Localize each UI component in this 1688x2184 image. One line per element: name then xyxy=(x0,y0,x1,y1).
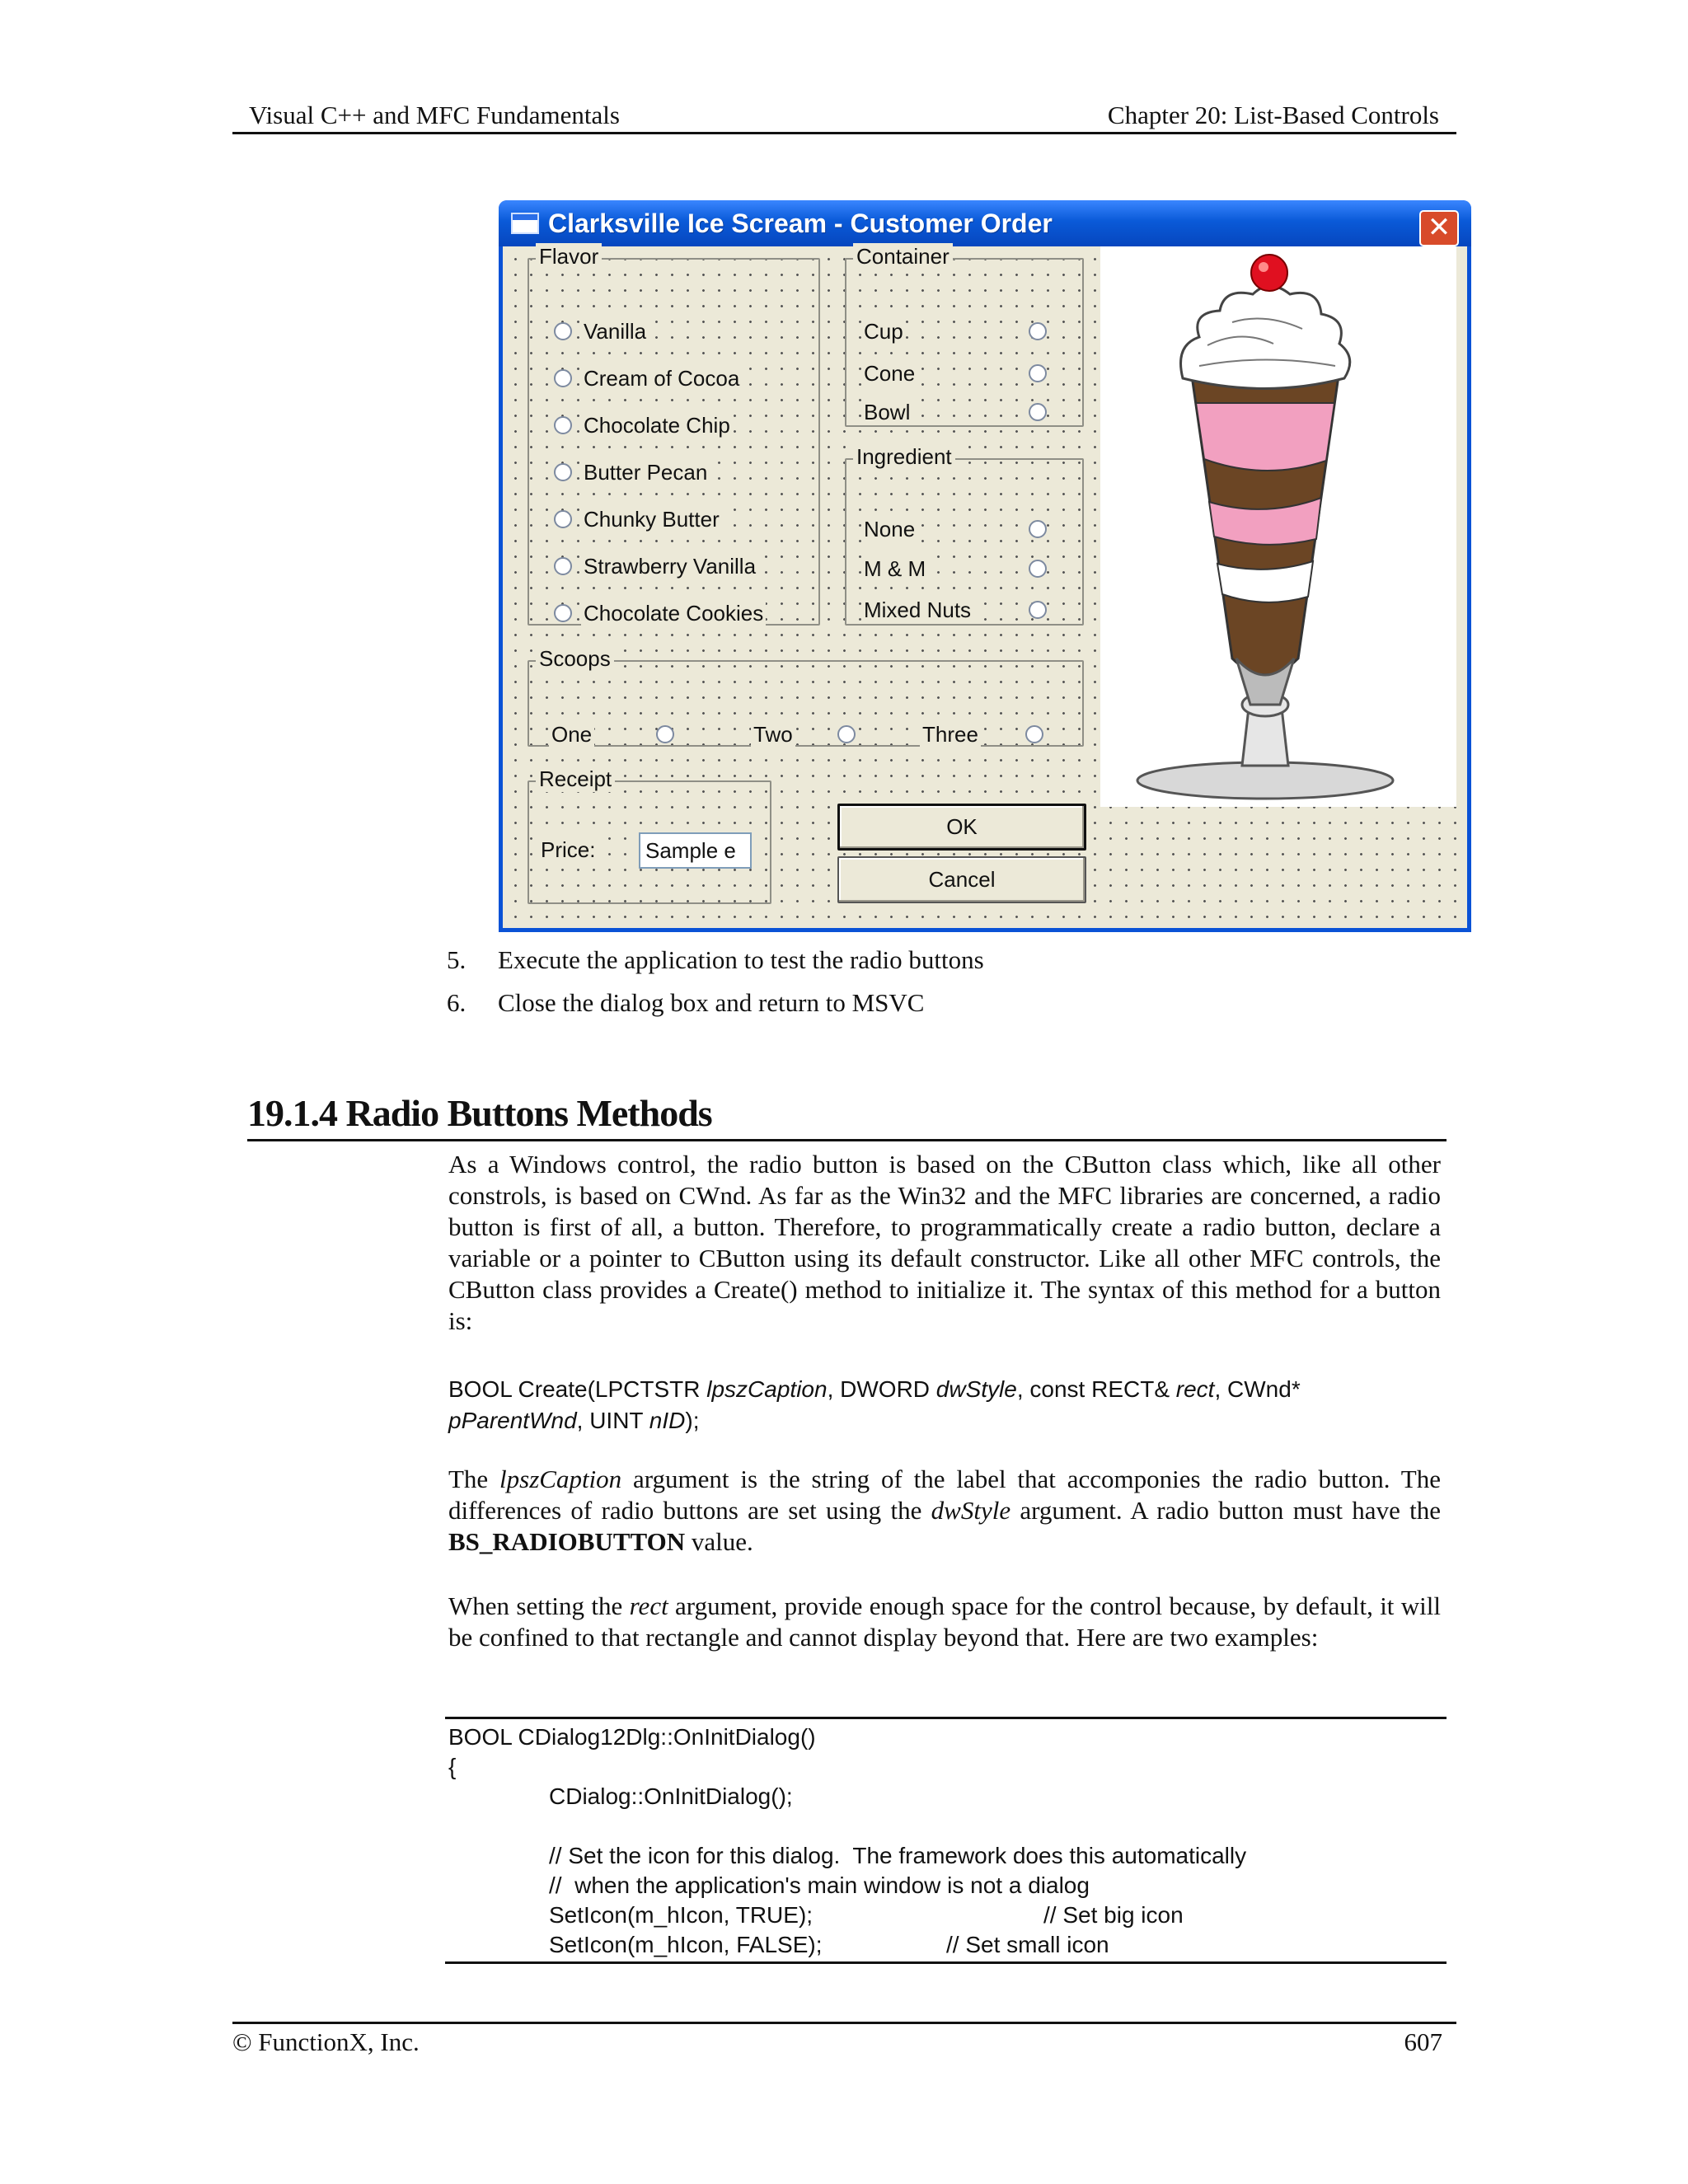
code-listing xyxy=(448,1722,1246,1960)
radio-cup[interactable] xyxy=(1029,322,1047,340)
running-header-left: Visual C++ and MFC Fundamentals xyxy=(249,101,620,129)
ingredient-group-label: Ingredient xyxy=(853,443,955,470)
window-icon xyxy=(511,213,539,234)
radio-label-chocolate-cookies: Chocolate Cookies xyxy=(581,600,766,626)
code-line: SetIcon(m_hIcon, TRUE); xyxy=(549,1902,814,1928)
radio-label-chocolate-chip: Chocolate Chip xyxy=(581,412,733,438)
flavor-group-label: Flavor xyxy=(536,243,602,269)
radio-label-two: Two xyxy=(751,721,795,748)
radio-vanilla[interactable] xyxy=(554,322,572,340)
radio-mixed-nuts[interactable] xyxy=(1029,601,1047,619)
code-line: // when the application's main window is not a dialog xyxy=(549,1872,1090,1898)
radio-none[interactable] xyxy=(1029,520,1047,538)
code-line: // Set the icon for this dialog. The framework does this automatically xyxy=(549,1843,1247,1868)
radio-chocolate-cookies[interactable] xyxy=(554,604,572,622)
container-group-label: Container xyxy=(853,243,953,269)
header-rule xyxy=(232,132,1456,134)
price-field[interactable]: Sample e xyxy=(639,832,752,869)
radio-label-chunky-butter: Chunky Butter xyxy=(581,506,722,532)
radio-three[interactable] xyxy=(1025,725,1043,743)
radio-label-cup: Cup xyxy=(861,318,906,344)
radio-label-butter-pecan: Butter Pecan xyxy=(581,459,710,485)
radio-label-one: One xyxy=(549,721,594,748)
receipt-group-label: Receipt xyxy=(536,766,615,792)
radio-label-bowl: Bowl xyxy=(861,399,912,425)
radio-cone[interactable] xyxy=(1029,364,1047,382)
step-6 xyxy=(447,987,924,1019)
radio-cream-of-cocoa[interactable] xyxy=(554,369,572,387)
step-5 xyxy=(447,944,984,977)
radio-label-mixed-nuts: Mixed Nuts xyxy=(861,597,973,623)
code-top-rule xyxy=(445,1717,1447,1719)
radio-label-cream-of-cocoa: Cream of Cocoa xyxy=(581,365,742,391)
paragraph-caption-style: The lpszCaption argument is the string of the label that accomponies the radio button. The differences of radio buttons are set using the dwStyle argument. A radio button must have the BS_RADIOBUTTON value. xyxy=(448,1465,1441,1556)
price-label: Price: xyxy=(538,837,598,863)
step-6-number: 6. xyxy=(447,988,467,1017)
paragraph-intro: As a Windows control, the radio button is based on the CButton class which, like all other constrols, is based on CWnd. As far as the Win32 and the MFC libraries are concerned, a radio button is first of all, a button. Therefore, to programmatically create a radio button, declare a variable or a pointer to CButton using its default constructor. Like all other MFC controls, the CButton class provides a Create() method to initialize it. The syntax of this method for a button is: xyxy=(448,1150,1441,1335)
code-line: BOOL CDialog12Dlg::OnInitDialog() xyxy=(448,1724,816,1750)
code-comment: // Set small icon xyxy=(946,1932,1109,1957)
code-line: SetIcon(m_hIcon, FALSE); xyxy=(549,1932,823,1957)
cancel-button[interactable]: Cancel xyxy=(837,856,1086,903)
step-6-text: Close the dialog box and return to MSVC xyxy=(498,988,925,1017)
step-5-text: Execute the application to test the radio buttons xyxy=(498,945,984,974)
radio-label-m-and-m: M & M xyxy=(861,555,928,582)
customer-order-dialog xyxy=(499,200,1471,932)
radio-chunky-butter[interactable] xyxy=(554,510,572,528)
radio-butter-pecan[interactable] xyxy=(554,463,572,481)
code-line: CDialog::OnInitDialog(); xyxy=(549,1783,793,1809)
page-number: 607 xyxy=(1404,2027,1442,2056)
close-icon[interactable]: ✕ xyxy=(1419,210,1459,246)
radio-label-vanilla: Vanilla xyxy=(581,318,649,344)
radio-label-cone: Cone xyxy=(861,360,917,387)
paragraph-rect: When setting the rect argument, provide enough space for the control because, by default, it will be confined to that rectangle and cannot display beyond that. Here are two examples: xyxy=(448,1591,1441,1652)
radio-strawberry-vanilla[interactable] xyxy=(554,557,572,575)
radio-chocolate-chip[interactable] xyxy=(554,416,572,434)
scoops-group-label: Scoops xyxy=(536,645,614,672)
running-header-right: Chapter 20: List-Based Controls xyxy=(1107,101,1439,129)
radio-label-none: None xyxy=(861,516,917,542)
radio-m-and-m[interactable] xyxy=(1029,560,1047,578)
radio-bowl[interactable] xyxy=(1029,403,1047,421)
create-syntax: BOOL Create(LPCTSTR lpszCaption, DWORD dwStyle, const RECT& rect, CWnd* pParentWnd, UINT nID); xyxy=(448,1376,1301,1433)
dialog-title: Clarksville Ice Scream - Customer Order xyxy=(548,209,1053,238)
radio-two[interactable] xyxy=(837,725,856,743)
code-bottom-rule xyxy=(445,1961,1447,1964)
step-5-number: 5. xyxy=(447,945,467,974)
footer-rule xyxy=(232,2022,1456,2024)
ok-button[interactable]: OK xyxy=(837,804,1086,851)
dialog-client-area xyxy=(503,246,1467,928)
sundae-picture xyxy=(1100,246,1456,807)
radio-one[interactable] xyxy=(656,725,674,743)
dialog-titlebar xyxy=(499,200,1471,246)
ice-cream-sundae-image xyxy=(1100,246,1456,807)
section-title: 19.1.4 Radio Buttons Methods xyxy=(247,1092,712,1134)
radio-label-strawberry-vanilla: Strawberry Vanilla xyxy=(581,553,758,579)
code-line: { xyxy=(448,1754,457,1779)
scoops-group xyxy=(528,646,1084,747)
code-comment: // Set big icon xyxy=(1043,1902,1184,1928)
radio-label-three: Three xyxy=(920,721,981,748)
footer-copyright: © FunctionX, Inc. xyxy=(232,2027,420,2056)
section-rule xyxy=(247,1139,1447,1141)
